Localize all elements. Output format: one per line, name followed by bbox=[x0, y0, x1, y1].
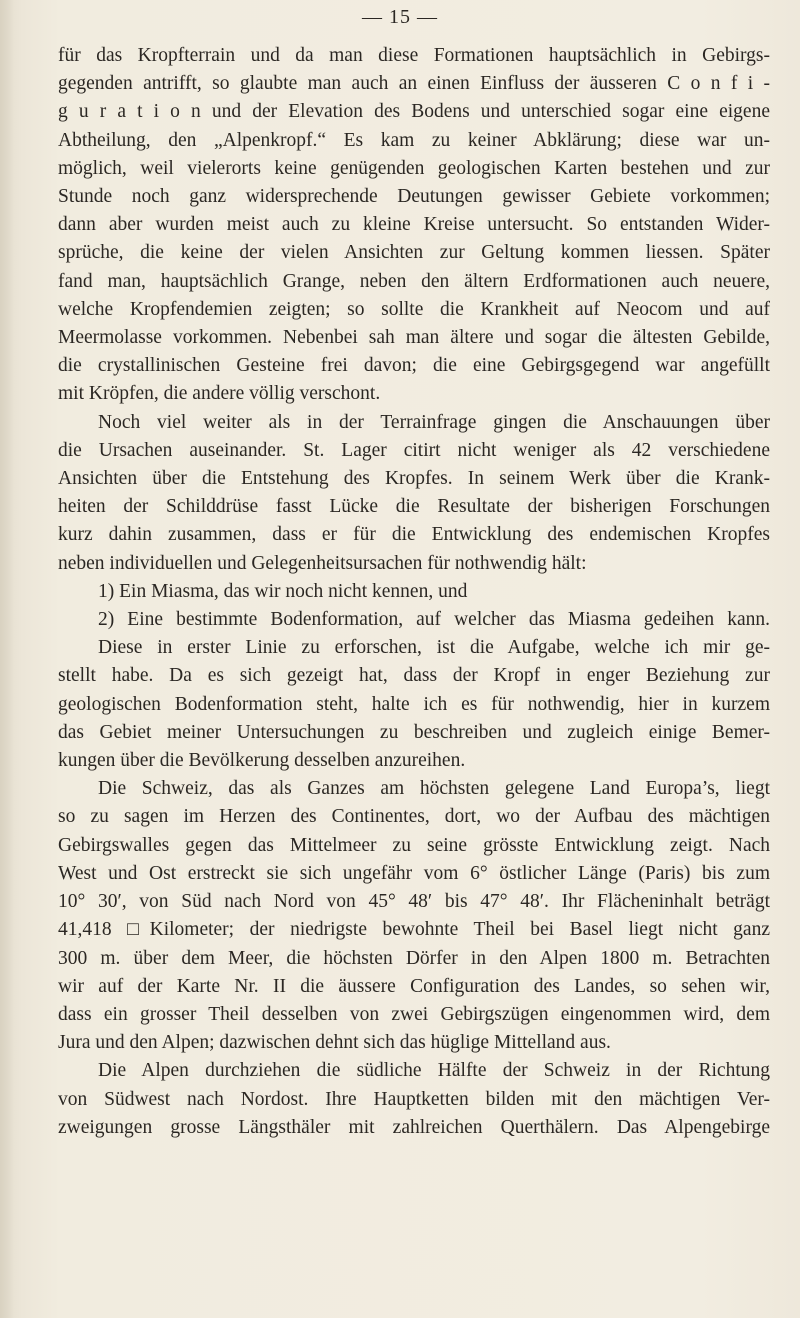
text-line: Die Alpen durchziehen die südliche Hälfte der Schweiz in der Richtung bbox=[98, 1060, 770, 1082]
text-line: die Ursachen auseinander. St. Lager citirt nicht weniger als 42 verschiedene bbox=[58, 439, 770, 461]
text-line: g u r a t i o n und der Elevation des Bodens und unterschied sogar eine eigene bbox=[58, 101, 770, 123]
text-line: 300 m. über dem Meer, die höchsten Dörfer in den Alpen 1800 m. Betrachten bbox=[58, 947, 770, 969]
text-line: stellt habe. Da es sich gezeigt hat, dass der Kropf in enger Beziehung zur bbox=[58, 665, 770, 687]
text-line: 1) Ein Miasma, das wir noch nicht kennen, und bbox=[98, 580, 468, 602]
text-line: von Südwest nach Nordost. Ihre Hauptketten bilden mit den mächtigen Ver- bbox=[58, 1088, 770, 1110]
text-line: mit Kröpfen, die andere völlig verschont. bbox=[58, 383, 381, 405]
page-number: — 15 — bbox=[362, 6, 438, 28]
text-line: das Gebiet meiner Untersuchungen zu beschreiben und zugleich einige Bemer- bbox=[58, 721, 770, 743]
text-line: sprüche, die keine der vielen Ansichten zur Geltung kommen liessen. Später bbox=[58, 242, 770, 264]
text-line: heiten der Schilddrüse fasst Lücke die Resultate der bisherigen Forschungen bbox=[58, 496, 770, 518]
text-line: Noch viel weiter als in der Terrainfrage gingen die Anschauungen über bbox=[98, 411, 770, 433]
text-line: geologischen Bodenformation steht, halte ich es für nothwendig, hier in kurzem bbox=[58, 693, 770, 715]
text-line: 41,418 □Kilometer; der niedrigste bewohnte Theil bei Basel liegt nicht ganz bbox=[58, 919, 770, 941]
text-line: möglich, weil vielerorts keine genügenden geologischen Karten bestehen und zur bbox=[58, 157, 770, 179]
text-line: kungen über die Bevölkerung desselben anzureihen. bbox=[58, 750, 466, 772]
text-line: gegenden antrifft, so glaubte man auch an einen Einfluss der äusseren C o n f i - bbox=[58, 73, 770, 95]
text-line: kurz dahin zusammen, dass er für die Entwicklung des endemischen Kropfes bbox=[58, 524, 770, 546]
text-line: welche Kropfendemien zeigten; so sollte die Krankheit auf Neocom und auf bbox=[58, 298, 770, 320]
text-line: fand man, hauptsächlich Grange, neben den ältern Erdformationen auch neuere, bbox=[58, 270, 770, 292]
text-line: dass ein grosser Theil desselben von zwei Gebirgszügen eingenommen wird, dem bbox=[58, 1003, 770, 1025]
text-line: Jura und den Alpen; dazwischen dehnt sich das hüglige Mittelland aus. bbox=[58, 1032, 611, 1054]
text-line: für das Kropfterrain und da man diese Formationen hauptsächlich in Gebirgs- bbox=[58, 45, 770, 66]
text-line: 10° 30′, von Süd nach Nord von 45° 48′ bis 47° 48′. Ihr Flächeninhalt beträgt bbox=[58, 891, 770, 913]
text-line: Diese in erster Linie zu erforschen, ist die Aufgabe, welche ich mir ge- bbox=[98, 637, 770, 659]
book-spine-shadow bbox=[0, 0, 14, 1318]
text-line: 2) Eine bestimmte Bodenformation, auf welcher das Miasma gedeihen kann. bbox=[98, 609, 770, 631]
text-line: so zu sagen im Herzen des Continentes, dort, wo der Aufbau des mächtigen bbox=[58, 806, 770, 828]
text-line: zweigungen grosse Längsthäler mit zahlreichen Querthälern. Das Alpengebirge bbox=[58, 1116, 770, 1138]
text-line: Meermolasse vorkommen. Nebenbei sah man ältere und sogar die ältesten Gebilde, bbox=[58, 327, 770, 349]
text-line: West und Ost erstreckt sie sich ungefähr vom 6° östlicher Länge (Paris) bis zum bbox=[58, 862, 770, 884]
text-line: Abtheilung, den „Alpenkropf.“ Es kam zu keiner Abklärung; diese war un- bbox=[58, 129, 770, 151]
body-text bbox=[58, 42, 770, 1142]
text-line: wir auf der Karte Nr. II die äussere Configuration des Landes, so sehen wir, bbox=[58, 975, 770, 997]
text-line: Ansichten über die Entstehung des Kropfes. In seinem Werk über die Krank- bbox=[58, 468, 770, 490]
text-line: die crystallinischen Gesteine frei davon; die eine Gebirgsgegend war angefüllt bbox=[58, 355, 770, 377]
text-line: Gebirgswalles gegen das Mittelmeer zu seine grösste Entwicklung zeigt. Nach bbox=[58, 834, 770, 856]
text-line: neben individuellen und Gelegenheitsursachen für nothwendig hält: bbox=[58, 552, 587, 574]
text-line: dann aber wurden meist auch zu kleine Kreise untersucht. So entstanden Wider- bbox=[58, 214, 770, 236]
text-line: Die Schweiz, das als Ganzes am höchsten gelegene Land Europa’s, liegt bbox=[98, 778, 770, 800]
text-line: Stunde noch ganz widersprechende Deutungen gewisser Gebiete vorkommen; bbox=[58, 186, 770, 208]
